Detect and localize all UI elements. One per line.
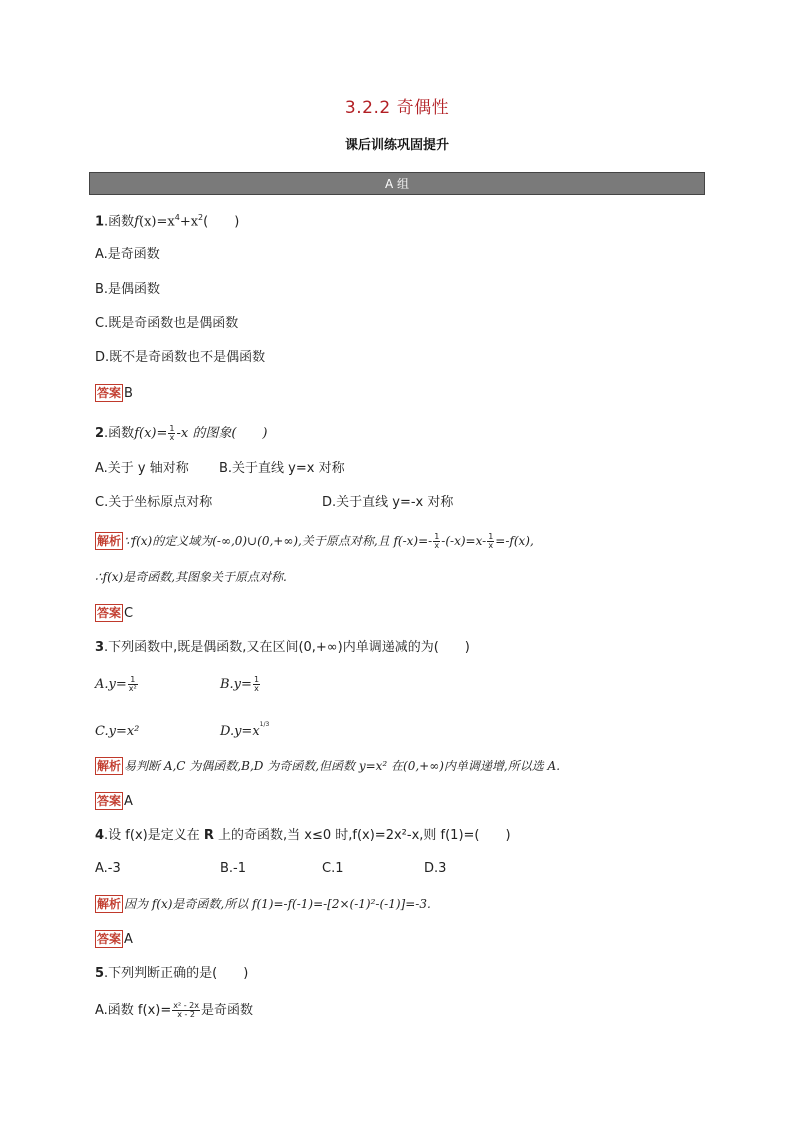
explain-tag: 解析 [97,534,122,548]
q3-option-b: B.y= $\frac{1}{x}$ [220,675,260,693]
page-subtitle: 课后训练巩固提升 [344,138,449,153]
q5-stem: 5.下列判断正确的是( ) [95,966,249,981]
answer-tag: 答案 [97,386,122,400]
q3-option-d: $D.y=x^{1/3}$ [220,721,270,739]
q4-option-b: B.-1 [220,861,247,876]
page-title: 3.2.2 奇偶性 [344,98,450,118]
explain-tag: 解析 [97,759,122,773]
q4-option-c: C.1 [322,861,344,876]
q4-stem: 4.设 f(x)是定义在 R 上的奇函数,当 x≤0 时,f(x)=2x²-x,则 f(1)=( ) [95,828,511,843]
q1-option-d: D.既不是奇函数也不是偶函数 [95,350,266,365]
group-bar: A 组 [89,172,705,195]
q2-answer: 答案 C [97,606,134,621]
q2-option-a: A.关于 y 轴对称 [95,461,189,476]
q3-option-c: C.y=x² [95,724,140,739]
explain-tag: 解析 [97,897,122,911]
answer-tag: 答案 [97,606,122,620]
q4-explain: 解析 因为 f(x)是奇函数,所以 f(1)=-f(-1)=-[2×(-1)²-(-1)]=-3. [97,897,431,911]
q3-option-a: A.y= $\frac{1}{\text{x²}}$ [95,675,137,693]
q2-option-b: B.关于直线 y=x 对称 [219,461,345,476]
q2-explain-line1: 解析 ∵f(x)的定义域为(-∞,0)∪(0,+∞),关于原点对称,且 f(-x)=- $\frac{1}{x}$ -(-x)=x- $\frac{1}{x}$ =-f(x), [97,532,534,550]
q2-explain-line2: ∴f(x)是奇函数,其图象关于原点对称. [95,570,287,584]
q3-answer: 答案 A [97,794,133,809]
answer-tag: 答案 [97,794,122,808]
q3-explain: 解析 易判断 A,C 为偶函数,B,D 为奇函数,但函数 y=x² 在(0,+∞)内单调递增,所以选 A. [97,759,561,773]
q5-option-a: A.函数 f(x)= $\frac{\text{x² - 2x}}{x - 2}$ 是奇函数 [95,1001,254,1019]
q4-option-d: D.3 [424,861,447,876]
q1-stem: 1.函数$f(x)=x^4+x^2$( ) [95,213,240,230]
q1-answer: 答案 B [97,386,133,401]
q3-stem: 3.下列函数中,既是偶函数,又在区间(0,+∞)内单调递减的为( ) [95,640,470,655]
q1-option-a: A.是奇函数 [95,247,160,262]
q2-option-d: D.关于直线 y=-x 对称 [322,495,454,510]
q2-stem: 2.函数f(x)= $\frac{1}{x}$ -x 的图象( ) [95,424,268,442]
q4-answer: 答案 A [97,932,133,947]
q1-option-c: C.既是奇函数也是偶函数 [95,316,239,331]
q1-option-b: B.是偶函数 [95,282,161,297]
q4-option-a: A.-3 [95,861,121,876]
q2-option-c: C.关于坐标原点对称 [95,495,213,510]
answer-tag: 答案 [97,932,122,946]
